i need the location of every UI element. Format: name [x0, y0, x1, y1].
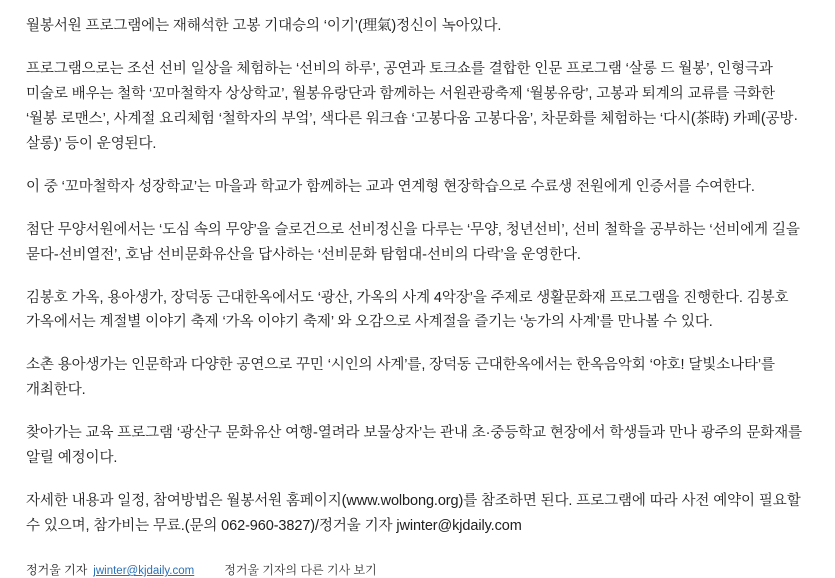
- article-paragraph: 월봉서원 프로그램에는 재해석한 고봉 기대승의 ‘이기’(理氣)정신이 녹아있다.: [26, 18, 502, 34]
- article-paragraph: 프로그램으로는 조선 선비 일상을 체험하는 ‘선비의 하루’, 공연과 토크쇼를 결합한 인문 프로그램 ‘살롱 드 월봉’, 인형극과 미술로 배우는 철학 ‘꼬마철학자 상상학교’, 월봉유랑단과 함께하는 서원관광축제 ‘월봉유랑’, 고봉과 퇴계의 교류를 극화한 ‘월봉 로맨스’, 사계절 요리체험 ‘철학자의 부엌’, 색다른 워크숍 ‘고봉다움 고봉다움’, 차문화를 체험하는 ‘다시(茶時) 카페(공방·살롱)’ 등이 운영된다.: [26, 60, 799, 152]
- article-paragraph: 찾아가는 교육 프로그램 ‘광산구 문화유산 여행-열려라 보물상자’는 관내 초·중등학교 현장에서 학생들과 만나 광주의 문화재를 알릴 예정이다.: [26, 425, 803, 467]
- article-paragraph: 소촌 용아생가는 인문학과 다양한 공연으로 꾸민 ‘시인의 사계’를, 장덕동 근대한옥에서는 한옥음악회 ‘야호! 달빛소나타’를 개최한다.: [26, 357, 775, 399]
- byline-reporter: 정거울 기자: [26, 563, 88, 577]
- article-paragraph: 김봉호 가옥, 용아생가, 장덕동 근대한옥에서도 ‘광산, 가옥의 사계 4악장’을 주제로 생활문화재 프로그램을 진행한다. 김봉호 가옥에서는 계절별 이야기 축제 ‘가옥 이야기 축제’ 와 오감으로 사계절을 즐기는 ‘농가의 사계’를 만나볼 수 있다.: [26, 289, 789, 331]
- article-paragraph: 첨단 무양서원에서는 ‘도심 속의 무양’을 슬로건으로 선비정신을 다루는 ‘무양, 청년선비’, 선비 철학을 공부하는 ‘선비에게 길을 묻다-선비열전’, 호남 선비문화유산을 답사하는 ‘선비문화 탐험대-선비의 다락’을 운영한다.: [26, 221, 800, 263]
- byline-more-articles-link[interactable]: 정거울 기자의 다른 기사 보기: [224, 563, 377, 577]
- byline: [26, 561, 807, 578]
- byline-email-link[interactable]: jwinter@kjdaily.com: [93, 565, 195, 577]
- article-paragraph: 이 중 ‘꼬마철학자 성장학교’는 마을과 학교가 함께하는 교과 연계형 현장학습으로 수료생 전원에게 인증서를 수여한다.: [26, 178, 755, 195]
- article-paragraph: 자세한 내용과 일정, 참여방법은 월봉서원 홈페이지(www.wolbong.org)를 참조하면 된다. 프로그램에 따라 사전 예약이 필요할 수 있으며, 참가비는 무료.(문의 062-960-3827)/정거울 기자 jwinter@kjdaily.com: [26, 493, 801, 535]
